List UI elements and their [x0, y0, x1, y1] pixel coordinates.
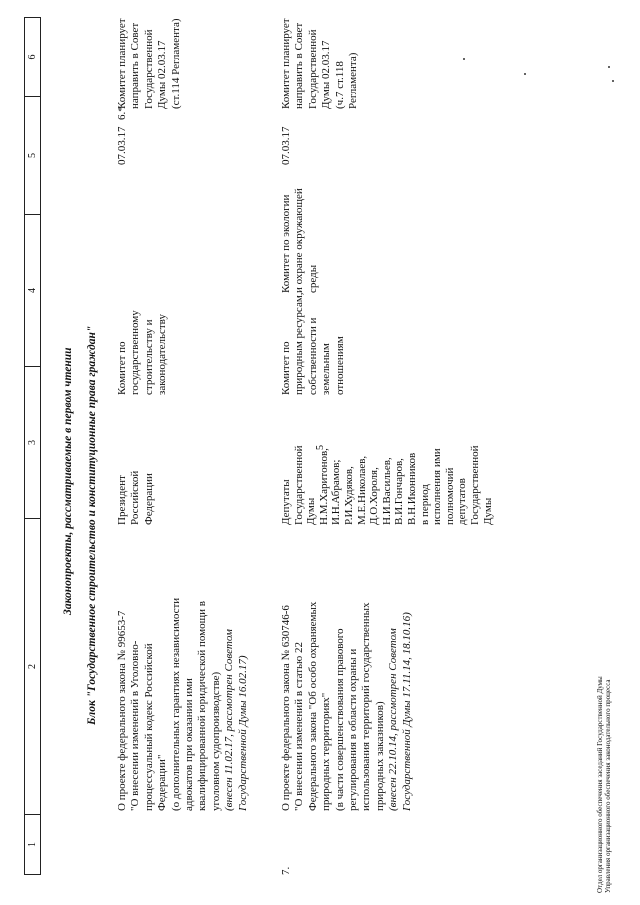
col-4: 4	[25, 214, 40, 366]
section-title: Законопроекты, рассматриваемые в первом чтении	[62, 347, 74, 615]
column-number-header	[24, 17, 41, 875]
page-number: 5	[315, 445, 326, 450]
col-2: 2	[25, 518, 40, 814]
row-7-co-committee: Комитет по экологии и охране окружающей среды	[280, 188, 319, 293]
col-5: 5	[25, 96, 40, 214]
col-6: 6	[27, 54, 38, 60]
row-6-title: О проекте федерального закона № 99653-7 "О внесении изменений в Уголовно- процессуальный кодекс Российской Федерации" (о дополнительных гарантиях независимости адвокатов при оказании ими квалифицированной юридической помощи в уголовном судопроизводстве) (внесен 11.02.17, рассмотрен Советом Государственной Думы 16.02.17)	[116, 597, 249, 811]
row-7-number: 7.	[280, 866, 292, 875]
row-7-committee: Комитет по природным ресурсам, собственности и земельным отношениям	[280, 292, 346, 395]
col-1: 1	[25, 814, 40, 874]
col-3: 3	[25, 366, 40, 518]
row-7-title: О проекте федерального закона № 630746-6 "О внесении изменений в статью 22 Федерального закона "Об особо охраняемых природных территориях" (в части совершенствования правового регулирования в области охраны и использования территорий государственных природных заказников) (внесен 22.10.14, рассмотрен Советом Государственной Думы 17.11.14, 18.10.16)	[280, 601, 413, 811]
row-7-authors: Депутаты Государственной Думы Н.М.Харитонов, И.Н.Абрамов; Р.И.Худяков, М.Е.Николаев, Д.О.Хороля, Н.И.Васильев, В.И.Гончаров, В.Н.Иконников в период исполнения ими полномочий депутатов Государственной Думы	[280, 445, 494, 525]
row-6-status: Комитет планирует направить в Совет Государственной Думы 02.03.17 (ст.114 Регламента)	[116, 18, 182, 109]
row-6-date: 07.03.17	[116, 126, 128, 165]
footer-department: Отдел организационного обеспечения заседаний Государственной Думы Управления организационного обеспечения законодательного процесса	[596, 676, 612, 893]
row-6-author: Президент Российской Федерации	[116, 470, 155, 525]
row-7-date: 07.03.17	[280, 126, 292, 165]
row-6-committee: Комитет по государственному строительству и законодательству	[116, 310, 169, 395]
row-7-status: Комитет планирует направить в Совет Государственной Думы 02.03.17 (ч.7 ст.118 Регламента)	[280, 18, 360, 109]
row-6-number: 6.*	[116, 106, 128, 120]
block-title: Блок "Государственное строительство и конституционные права граждан"	[86, 325, 98, 725]
